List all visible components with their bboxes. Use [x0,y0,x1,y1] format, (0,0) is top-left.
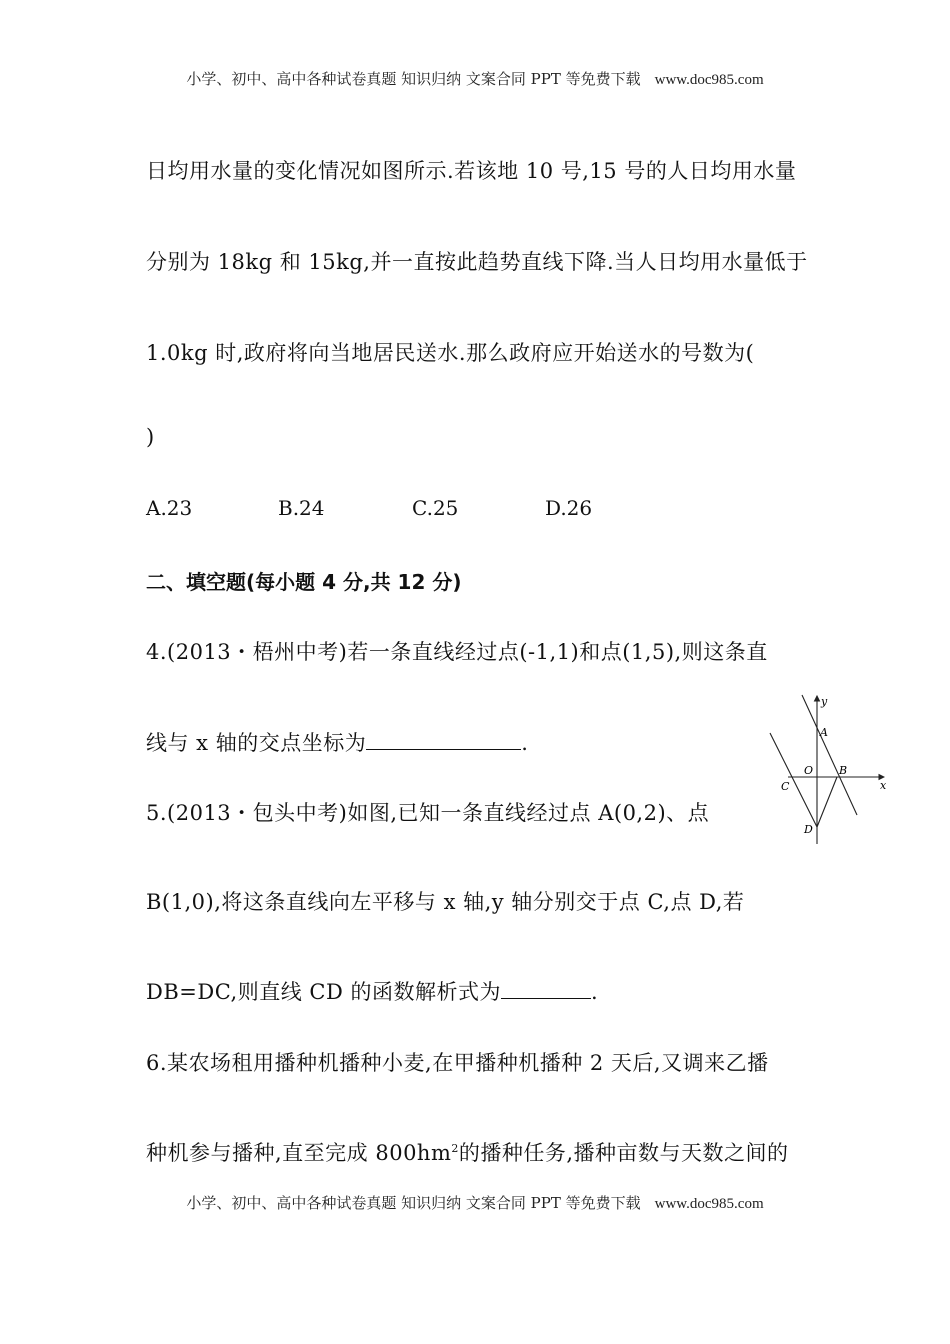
q6-line-1: 6.某农场租用播种机播种小麦,在甲播种机播种 2 天后,又调来乙播 [146,1051,769,1075]
label-c: C [781,780,790,793]
q5-line-3-text: DB=DC,则直线 CD 的函数解析式为 [146,980,501,1004]
q3-line-4: ) [146,425,155,449]
q6-superscript: 2 [451,1142,459,1155]
q3-line-2: 分别为 18kg 和 15kg,并一直按此趋势直线下降.当人日均用水量低于 [146,250,808,274]
header-site: www.doc985.com [654,72,764,88]
footer-site: www.doc985.com [654,1196,764,1212]
page-header [0,68,950,89]
section-title: 二、填空题(每小题 4 分,共 12 分) [146,570,462,594]
coordinate-figure [762,692,898,847]
q5-line-3 [146,976,598,1006]
footer-text: 小学、初中、高中各种试卷真题 知识归纳 文案合同 PPT 等免费下载 [186,1194,641,1212]
segment-db [817,777,837,827]
q5-line-1: 5.(2013・包头中考)如图,已知一条直线经过点 A(0,2)、点 [146,801,710,825]
q5-line-3-end: . [590,980,599,1004]
line-cd [770,733,817,827]
q6-line-2-b: 的播种任务,播种亩数与天数之间的 [458,1141,789,1165]
q4-line-2 [146,727,528,757]
q3-line-3: 1.0kg 时,政府将向当地居民送水.那么政府应开始送水的号数为( [146,341,755,365]
label-a: A [820,726,828,739]
q3-option-b: B.24 [278,496,325,520]
label-y: y [821,695,828,708]
label-d: D [804,823,813,836]
q5-line-2: B(1,0),将这条直线向左平移与 x 轴,y 轴分别交于点 C,点 D,若 [146,890,745,914]
page-footer [0,1192,950,1213]
q3-option-c: C.25 [412,496,459,520]
label-x: x [880,779,887,792]
label-o: O [804,764,814,777]
header-text: 小学、初中、高中各种试卷真题 知识归纳 文案合同 PPT 等免费下载 [186,70,641,88]
q4-answer-blank [366,729,521,750]
label-b: B [839,764,848,777]
q6-line-2 [146,1137,789,1167]
q4-line-2-text: 线与 x 轴的交点坐标为 [146,731,367,755]
q5-answer-blank [501,978,591,999]
q3-option-d: D.26 [545,496,593,520]
q4-line-1: 4.(2013・梧州中考)若一条直线经过点(-1,1)和点(1,5),则这条直 [146,640,768,664]
q3-line-1: 日均用水量的变化情况如图所示.若该地 10 号,15 号的人日均用水量 [146,159,797,183]
q3-option-a: A.23 [146,496,193,520]
q4-line-2-end: . [521,731,529,755]
q6-line-2-a: 种机参与播种,直至完成 800hm [146,1141,452,1165]
